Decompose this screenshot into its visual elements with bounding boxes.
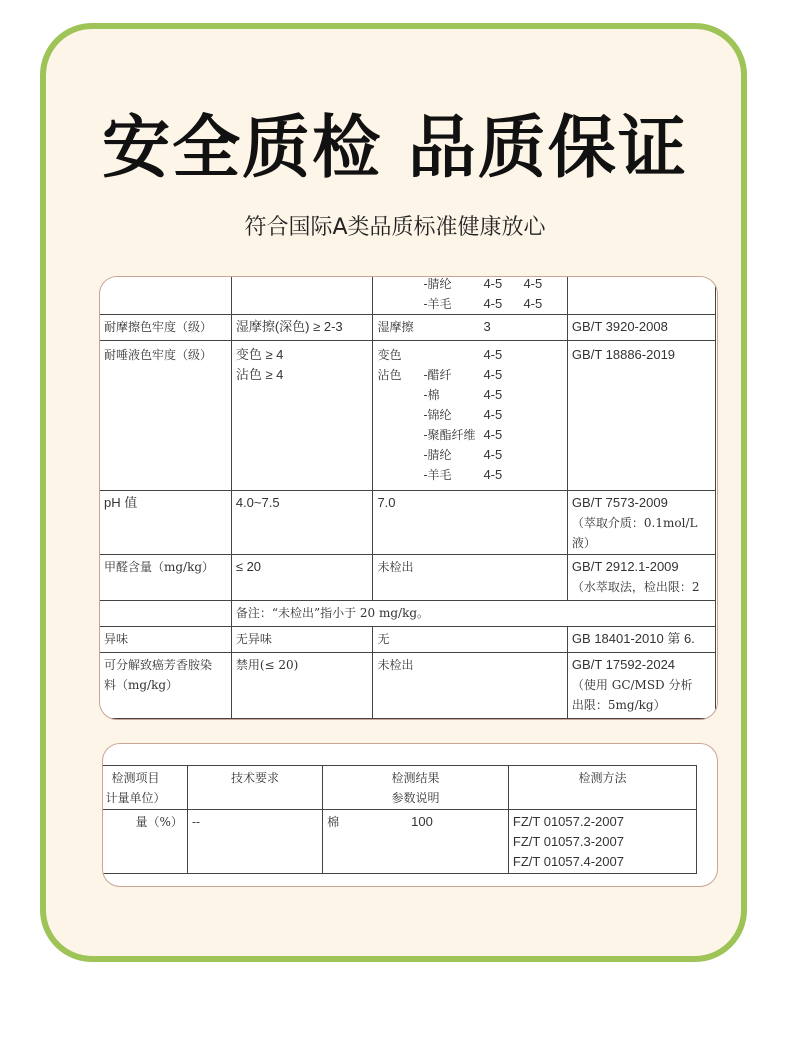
requirement-cell: 湿摩擦(深色) ≥ 2-3 (231, 315, 373, 341)
page-subtitle: 符合国际A类品质标准健康放心 (244, 215, 546, 240)
table-row (100, 276, 716, 315)
item-cell: 耐摩擦色牢度（级） (100, 315, 232, 341)
requirement-cell: 变色 ≥ 4 沾色 ≥ 4 (231, 341, 373, 491)
table-row (100, 627, 716, 653)
table-header-row (102, 766, 697, 810)
result-cell: 变色 4-5 沾色 -醋纤 4-5 -棉 4-5 -锦纶 4-5 -聚酯纤维 4-5 -腈纶 4-5 -羊毛 4-5 (373, 341, 567, 491)
page-title: 安全质检 品质保证 (102, 109, 688, 188)
header-method: 检测方法 (508, 766, 696, 810)
test-report-panel-1 (99, 276, 718, 720)
result-cell: 未检出 (373, 653, 567, 719)
note-cell: 备注：“未检出”指小于 20 mg/kg。 (231, 601, 715, 627)
method-cell: FZ/T 01057.2-2007 FZ/T 01057.3-2007 FZ/T 01057.4-2007 (508, 810, 696, 874)
test-report-table-1 (99, 276, 716, 719)
table-row (100, 315, 716, 341)
method-cell: GB/T 7573-2009 （萃取介质：0.1mol/L 液） (567, 491, 715, 555)
item-cell: pH 值 (100, 491, 232, 555)
requirement-cell: 禁用(≤ 20) (231, 653, 373, 719)
result-subrow: -羊毛 4-5 4-5 (423, 296, 543, 311)
result-cell: 棉 100 (323, 810, 509, 874)
result-cell: 未检出 (373, 555, 567, 601)
table-row (102, 810, 697, 874)
requirement-cell: ≤ 20 (231, 555, 373, 601)
item-cell: 甲醛含量（mg/kg） (100, 555, 232, 601)
requirement-cell: 4.0~7.5 (231, 491, 373, 555)
requirement-cell: 无异味 (231, 627, 373, 653)
method-cell: GB/T 17592-2024 （使用 GC/MSD 分析 出限：5mg/kg） (567, 653, 715, 719)
result-cell: 无 (373, 627, 567, 653)
test-report-table-2 (102, 765, 697, 874)
header-result: 检测结果 参数说明 (323, 766, 509, 810)
result-cell: 湿摩擦 3 (373, 315, 567, 341)
requirement-cell: -- (187, 810, 322, 874)
table-row (100, 341, 716, 491)
method-cell: GB 18401-2010 第 6. (567, 627, 715, 653)
item-cell: 量（%） (102, 810, 187, 874)
header-item: 检测项目 计量单位） (102, 766, 187, 810)
table-row (100, 601, 716, 627)
item-cell: 可分解致癌芳香胺染 料（mg/kg） (100, 653, 232, 719)
method-cell: GB/T 18886-2019 (567, 341, 715, 491)
test-report-panel-2 (102, 743, 718, 887)
table-row (100, 555, 716, 601)
header-requirement: 技术要求 (187, 766, 322, 810)
table-row (100, 491, 716, 555)
method-cell: GB/T 2912.1-2009 （水萃取法，检出限：2 (567, 555, 715, 601)
item-cell: 耐唾液色牢度（级） (100, 341, 232, 491)
table-row (100, 653, 716, 719)
item-cell: 异味 (100, 627, 232, 653)
method-cell: GB/T 3920-2008 (567, 315, 715, 341)
result-subrow: -腈纶 4-5 4-5 (423, 276, 543, 291)
result-cell: 7.0 (373, 491, 567, 555)
